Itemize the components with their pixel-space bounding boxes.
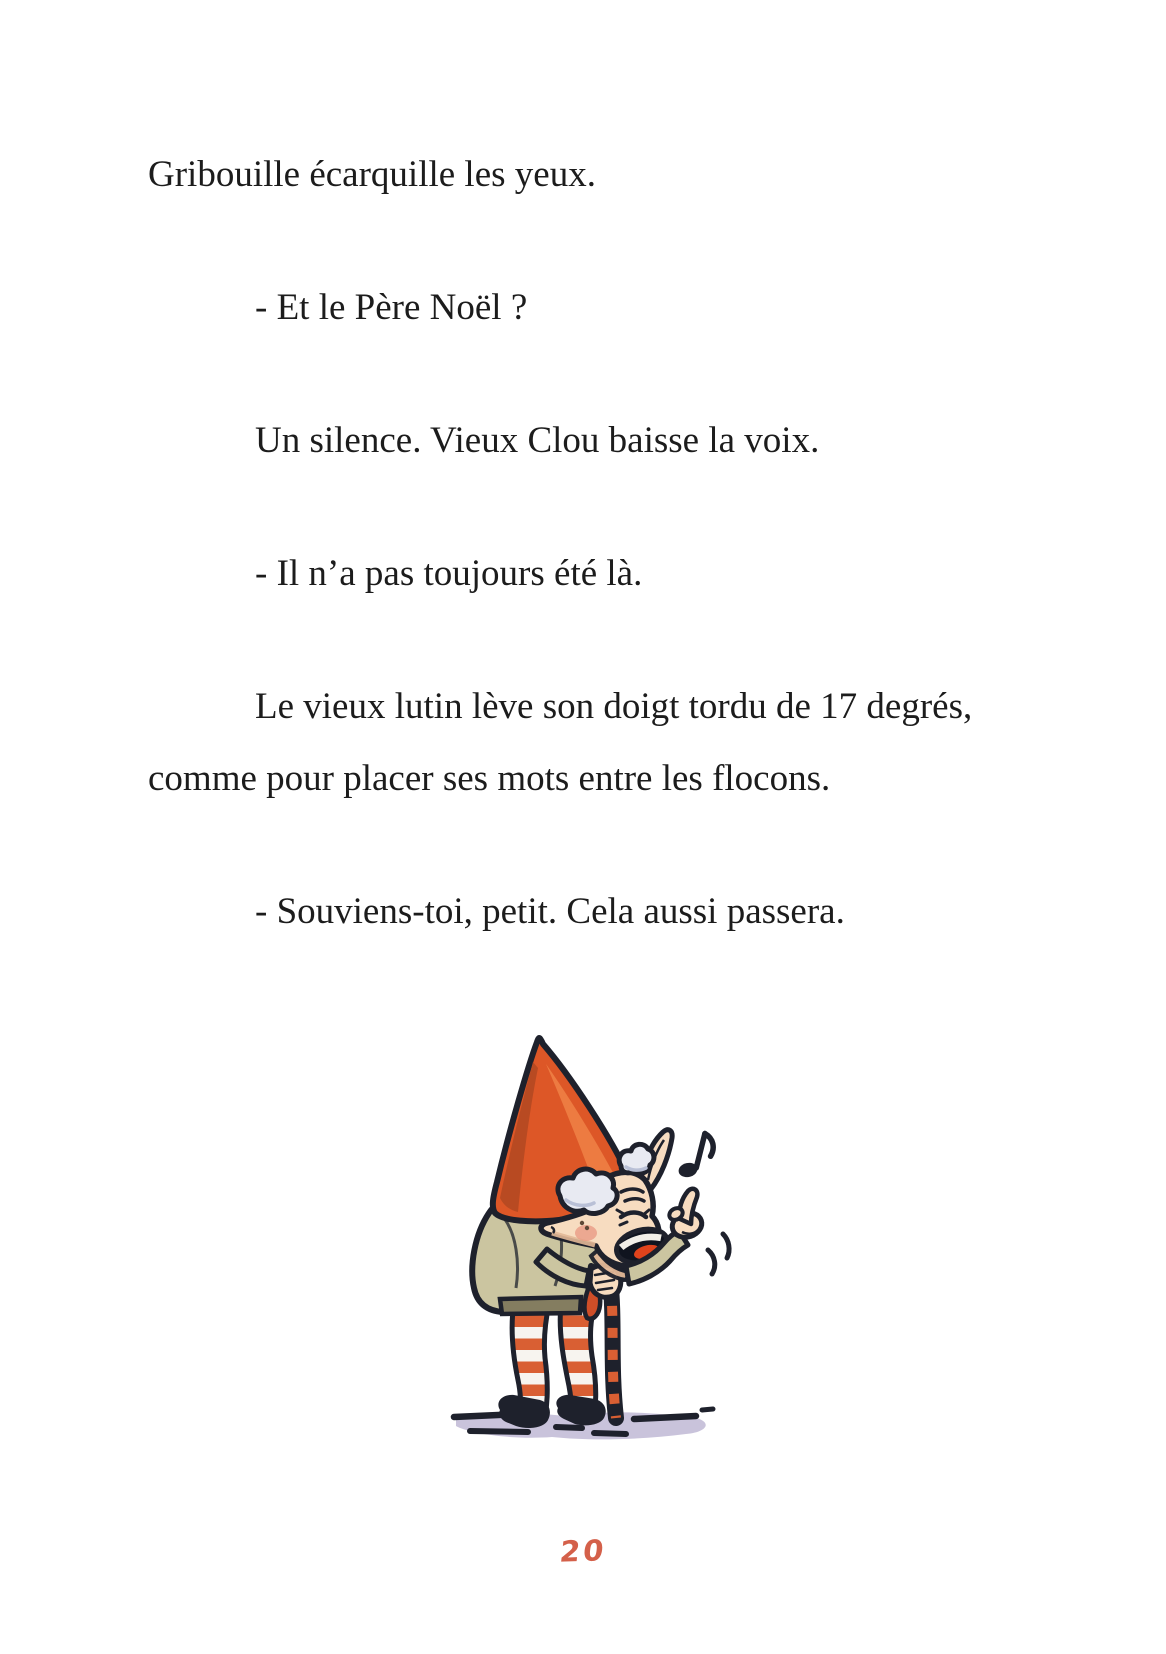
motion-lines — [708, 1234, 729, 1274]
music-note-icon — [676, 1131, 715, 1182]
story-line: comme pour placer ses mots entre les flocons. — [148, 758, 831, 799]
page-number: 20 — [557, 1533, 609, 1569]
story-line: - Et le Père Noël ? — [255, 287, 528, 328]
story-line: Gribouille écarquille les yeux. — [148, 154, 596, 195]
story-line: - Souviens-toi, petit. Cela aussi passera. — [255, 891, 845, 932]
elf-illustration — [440, 1020, 740, 1450]
story-line: Un silence. Vieux Clou baisse la voix. — [255, 420, 820, 461]
story-line: Le vieux lutin lève son doigt tordu de 17 degrés, — [255, 686, 973, 727]
story-line: - Il n’a pas toujours été là. — [255, 553, 643, 594]
story-text — [148, 139, 1148, 948]
